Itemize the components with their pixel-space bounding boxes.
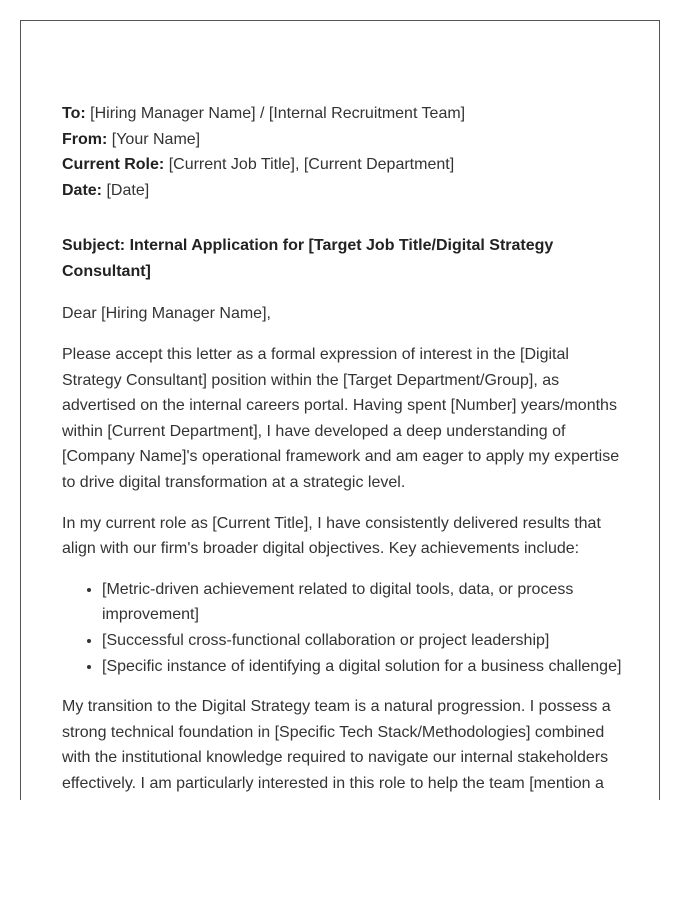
list-item: • [Successful cross-functional collaboration or project leadership] (102, 628, 632, 654)
date-value: [Date] (106, 181, 150, 199)
to-line (62, 101, 632, 127)
paragraph-current-role: In my current role as [Current Title], I have consistently delivered results that align with our firm's broader digital objectives. Key achievements include: (62, 514, 601, 558)
to-value: [Hiring Manager Name] / [Internal Recruitment Team] (90, 105, 466, 122)
to-label: To: (62, 105, 86, 122)
date-line (62, 178, 632, 204)
from-line (62, 127, 632, 153)
list-item: • [Metric-driven achievement related to digital tools, data, or process improvement] (102, 577, 632, 628)
current-role-label: Current Role: (62, 156, 165, 174)
date-label: Date: (62, 181, 103, 199)
from-label: From: (62, 130, 108, 148)
achievements-list (62, 577, 632, 679)
from-value: [Your Name] (111, 130, 201, 148)
current-role-value: [Current Job Title], [Current Department] (168, 156, 455, 174)
letter-page (20, 20, 660, 800)
subject-line: Subject: Internal Application for [Target Job Title/Digital Strategy Consultant] (62, 237, 554, 281)
list-item: • [Specific instance of identifying a digital solution for a business challenge] (102, 654, 632, 680)
current-role-line (62, 152, 632, 178)
paragraph-transition: My transition to the Digital Strategy team is a natural progression. I possess a strong technical foundation in [Specific Tech Stack/Methodologies] combined with the institutional knowledge required to navigate our internal stakeholders effectively. I am particularly interested in this role to help the team [mention a (62, 698, 611, 792)
paragraph-intro: Please accept this letter as a formal expression of interest in the [Digital Strategy Consultant] position within the [Target Department/Group], as advertised on the internal careers portal. Having spent [Number] years/months within [Current Department], I have developed a deep understanding of [Company Name]'s operational framework and am eager to apply my expertise to drive digital transformation at a strategic level. (62, 345, 620, 491)
salutation: Dear [Hiring Manager Name], (62, 305, 271, 323)
letter-content (62, 101, 632, 796)
